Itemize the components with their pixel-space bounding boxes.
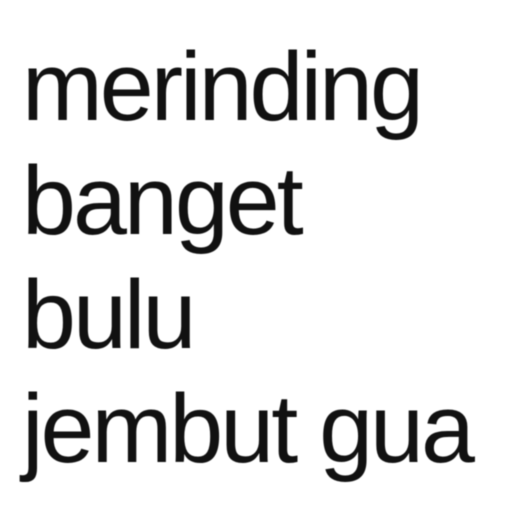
text-block <box>22 30 472 486</box>
text-line-4: jembut gua <box>22 374 472 483</box>
text-line-1: merinding <box>22 32 421 141</box>
text-line-2: banget <box>22 146 301 255</box>
text-line-3: bulu <box>22 260 194 369</box>
